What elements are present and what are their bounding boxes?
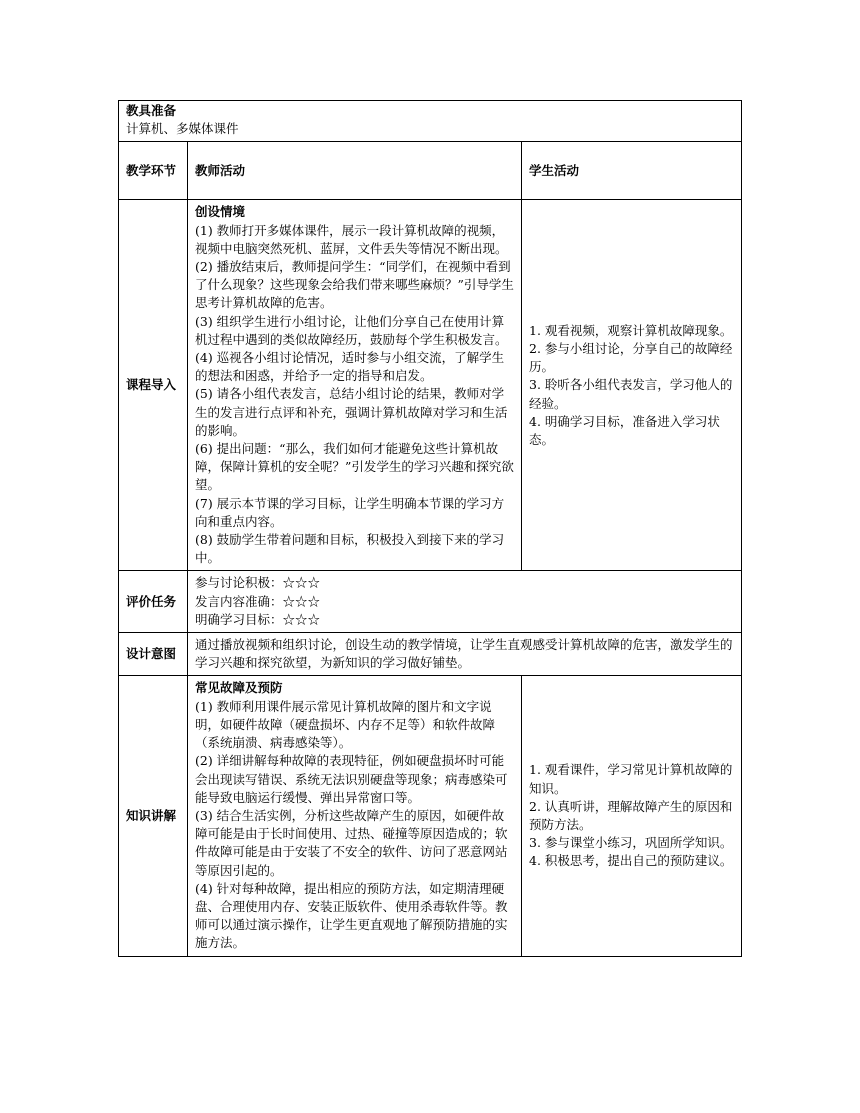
knowledge-teacher-item: (4) 针对每种故障，提出相应的预防方法，如定期清理硬盘、合理使用内存、安装正版软件、使用杀毒软件等。教师可以通过演示操作，让学生更直观地了解预防措施的实施方法。 xyxy=(195,880,508,951)
evaluation-label: 评价任务 xyxy=(119,571,188,633)
knowledge-teacher-title: 常见故障及预防 xyxy=(195,680,283,696)
intro-teacher-item: (7) 展示本节课的学习目标，让学生明确本节课的学习方向和重点内容。 xyxy=(195,495,505,529)
equipment-title: 教具准备 xyxy=(126,103,177,118)
knowledge-student-item: 1. 观看课件，学习常见计算机故障的知识。 xyxy=(529,762,733,796)
header-row xyxy=(119,142,742,200)
header-student-activity: 学生活动 xyxy=(522,142,742,200)
intro-student-cell xyxy=(522,200,742,571)
intro-teacher-title: 创设情境 xyxy=(195,204,246,220)
intro-student-item: 4. 明确学习目标，准备进入学习状态。 xyxy=(529,413,720,447)
equipment-row xyxy=(119,101,742,142)
intro-teacher-item: (4) 巡视各小组讨论情况，适时参与小组交流，了解学生的想法和困惑，并给予一定的指导和启发。 xyxy=(195,350,505,384)
intro-teacher-item: (2) 播放结束后，教师提问学生：“同学们，在视频中看到了什么现象？这些现象会给我们带来哪些麻烦？”引导学生思考计算机故障的危害。 xyxy=(195,259,514,311)
knowledge-student-item: 3. 参与课堂小练习，巩固所学知识。 xyxy=(529,835,733,851)
design-label: 设计意图 xyxy=(119,633,188,676)
evaluation-row xyxy=(119,571,742,633)
evaluation-item: 发言内容准确：☆☆☆ xyxy=(195,593,321,609)
knowledge-student-item: 4. 积极思考，提出自己的预防建议。 xyxy=(529,853,733,869)
equipment-cell xyxy=(119,101,742,142)
intro-teacher-item: (1) 教师打开多媒体课件，展示一段计算机故障的视频，视频中电脑突然死机、蓝屏，文件丢失等情况不断出现。 xyxy=(195,222,508,256)
knowledge-teacher-item: (3) 结合生活实例，分析这些故障产生的原因，如硬件故障可能是由于长时间使用、过热、碰撞等原因造成的；软件故障可能是由于安装了不安全的软件、访问了恶意网站等原因引起的。 xyxy=(195,807,508,878)
intro-label: 课程导入 xyxy=(119,200,188,571)
equipment-content: 计算机、多媒体课件 xyxy=(126,121,239,137)
knowledge-student-cell xyxy=(522,676,742,956)
knowledge-teacher-item: (2) 详细讲解每种故障的表现特征，例如硬盘损坏时可能会出现读写错误、系统无法识别硬盘等现象；病毒感染可能导致电脑运行缓慢、弹出异常窗口等。 xyxy=(195,753,508,805)
intro-teacher-item: (3) 组织学生进行小组讨论，让他们分享自己在使用计算机过程中遇到的类似故障经历，鼓励每个学生积极发言。 xyxy=(195,313,508,347)
intro-row xyxy=(119,200,742,571)
evaluation-item: 参与讨论积极：☆☆☆ xyxy=(195,575,321,591)
design-row xyxy=(119,633,742,676)
evaluation-item: 明确学习目标：☆☆☆ xyxy=(195,611,321,627)
evaluation-cell xyxy=(188,571,742,633)
design-content: 通过播放视频和组织讨论，创设生动的教学情境，让学生直观感受计算机故障的危害，激发学生的学习兴趣和探究欲望，为新知识的学习做好铺垫。 xyxy=(188,633,742,676)
header-stage: 教学环节 xyxy=(119,142,188,200)
intro-teacher-item: (6) 提出问题：“那么，我们如何才能避免这些计算机故障，保障计算机的安全呢？”引发学生的学习兴趣和探究欲望。 xyxy=(195,441,514,493)
lesson-plan-table xyxy=(118,100,742,957)
intro-teacher-cell xyxy=(188,200,522,571)
intro-student-item: 1. 观看视频，观察计算机故障现象。 xyxy=(529,322,733,338)
intro-teacher-item: (5) 请各小组代表发言，总结小组讨论的结果，教师对学生的发言进行点评和补充，强调计算机故障对学习和生活的影响。 xyxy=(195,386,508,438)
header-teacher-activity: 教师活动 xyxy=(188,142,522,200)
knowledge-label: 知识讲解 xyxy=(119,676,188,956)
knowledge-student-item: 2. 认真听讲，理解故障产生的原因和预防方法。 xyxy=(529,798,733,832)
knowledge-teacher-cell xyxy=(188,676,522,956)
intro-student-item: 3. 聆听各小组代表发言，学习他人的经验。 xyxy=(529,377,733,411)
intro-teacher-item: (8) 鼓励学生带着问题和目标，积极投入到接下来的学习中。 xyxy=(195,532,505,566)
knowledge-row xyxy=(119,676,742,956)
knowledge-teacher-item: (1) 教师利用课件展示常见计算机故障的图片和文字说明，如硬件故障（硬盘损坏、内存不足等）和软件故障（系统崩溃、病毒感染等）。 xyxy=(195,698,496,751)
intro-student-item: 2. 参与小组讨论，分享自己的故障经历。 xyxy=(529,340,733,375)
